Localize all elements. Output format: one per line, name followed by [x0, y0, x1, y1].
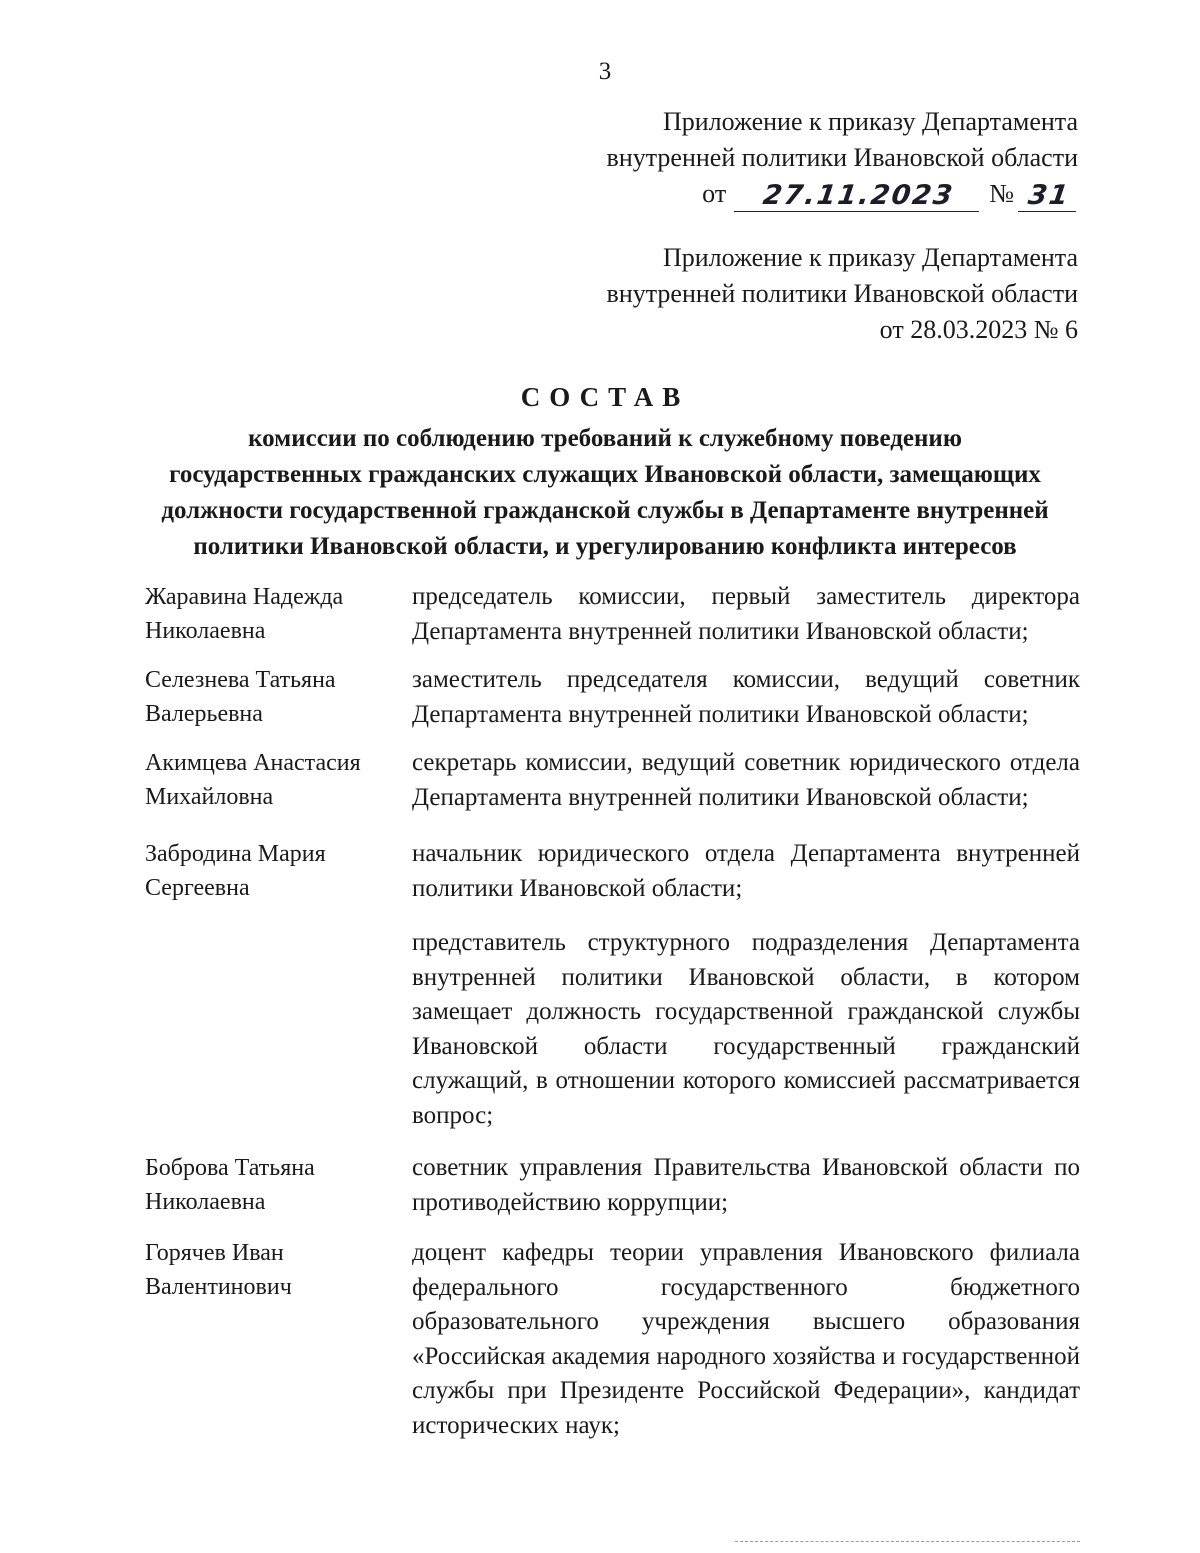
member-patronymic: Валентинович [145, 1274, 292, 1300]
appendix-current-date-line [607, 176, 1078, 212]
member-name [145, 1236, 412, 1443]
member-row [145, 580, 1080, 649]
member-surname-name: Селезнева Татьяна [145, 667, 336, 693]
member-row [145, 926, 1080, 1133]
member-surname-name: Забродина Мария [145, 841, 326, 867]
page-number: 3 [598, 58, 612, 85]
appendix-previous-line1: Приложение к приказу Департамента [662, 243, 1078, 272]
appendix-current-line1: Приложение к приказу Департамента [662, 107, 1078, 136]
number-prefix: № [989, 179, 1014, 208]
heading-line4: политики Ивановской области, и урегулированию конфликта интересов [193, 533, 1017, 560]
member-name [145, 746, 412, 815]
appendix-current-line2: внутренней политики Ивановской области [606, 143, 1078, 172]
member-row [145, 1151, 1080, 1220]
date-prefix: от [702, 179, 727, 208]
member-name [145, 1151, 412, 1220]
heading-line3: должности государственной гражданской службы в Департаменте внутренней [161, 497, 1049, 524]
member-role: представитель структурного подразделения Департамента внутренней политики Ивановской области, в котором замещает должность государственной гражданской службы Ивановской области государственный гражданский служащий, в отношении которого комиссией рассматривается вопрос; [412, 929, 1080, 1129]
member-role: советник управления Правительства Ивановской области по противодействию коррупции; [412, 1154, 1080, 1216]
member-row [145, 746, 1080, 815]
member-surname-name: Акимцева Анастасия [145, 750, 361, 776]
member-role: начальник юридического отдела Департамента внутренней политики Ивановской области; [412, 840, 1080, 902]
bottom-divider [735, 1541, 1080, 1542]
member-patronymic: Николаевна [145, 618, 266, 644]
heading-line2: государственных гражданских служащих Ивановской области, замещающих [169, 461, 1041, 488]
member-role: доцент кафедры теории управления Ивановского филиала федерального государственного бюджетного образовательного учреждения высшего образования «Российская академия народного хозяйства и государственной службы при Президенте Российской Федерации», кандидат исторических наук; [412, 1239, 1080, 1439]
member-patronymic: Сергеевна [145, 875, 250, 901]
appendix-current-order [607, 104, 1078, 212]
member-name [145, 580, 412, 649]
member-role: заместитель председателя комиссии, ведущий советник Департамента внутренней политики Ивановской области; [412, 666, 1080, 728]
handwritten-date: 27.11.2023 [734, 181, 983, 212]
commission-members-list [145, 580, 1080, 1457]
member-row [145, 1236, 1080, 1443]
member-patronymic: Валерьевна [145, 701, 263, 727]
appendix-previous-order [607, 240, 1078, 348]
member-patronymic: Николаевна [145, 1189, 266, 1215]
heading-line1: комиссии по соблюдению требований к служебному поведению [248, 425, 962, 452]
appendix-previous-line2: внутренней политики Ивановской области [606, 279, 1078, 308]
member-row [145, 837, 1080, 906]
member-surname-name: Боброва Татьяна [145, 1155, 315, 1181]
member-name [145, 926, 412, 1133]
member-name [145, 663, 412, 732]
handwritten-number: 31 [1018, 181, 1080, 212]
member-role: секретарь комиссии, ведущий советник юридического отдела Департамента внутренней политики Ивановской области; [412, 749, 1080, 811]
member-surname-name: Горячев Иван [145, 1240, 284, 1266]
appendix-previous-line3: от 28.03.2023 № 6 [879, 315, 1078, 344]
document-heading [0, 378, 1200, 565]
member-patronymic: Михайловна [145, 784, 274, 810]
member-row [145, 663, 1080, 732]
member-surname-name: Жаравина Надежда [145, 584, 344, 610]
member-role: председатель комиссии, первый заместитель директора Департамента внутренней политики Ивановской области; [412, 583, 1080, 645]
member-name [145, 837, 412, 906]
heading-title: СОСТАВ [520, 382, 690, 412]
heading-subtitle [0, 421, 1200, 565]
